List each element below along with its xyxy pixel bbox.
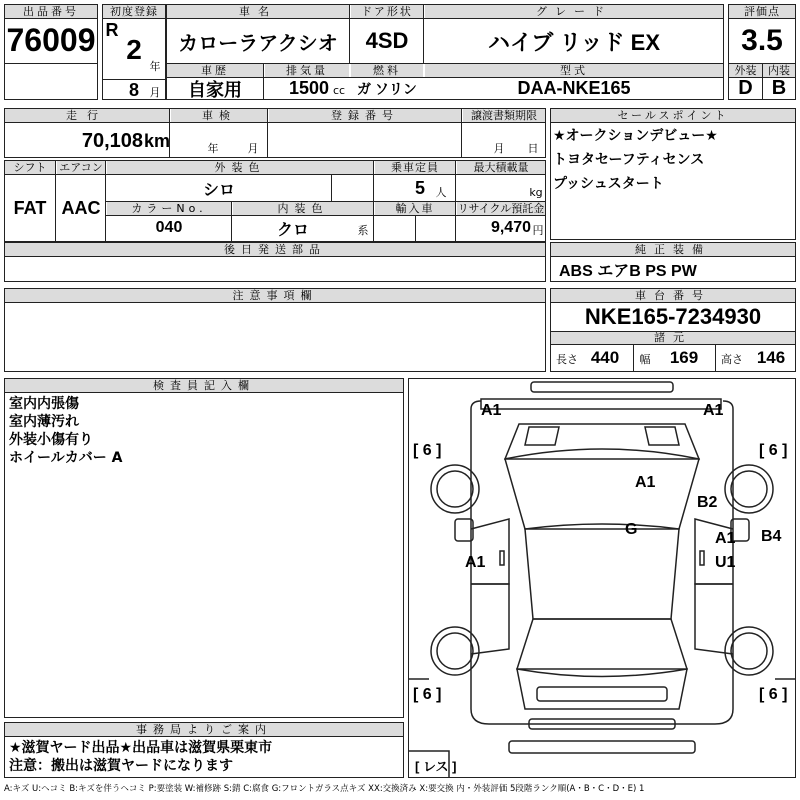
score-label: 評価点 [729,5,795,18]
inspector-note: ホイールカバー A [9,450,123,466]
notes-box [4,288,546,372]
later-parts-label: 後日発送部品 [5,243,545,256]
sales-point: トヨタセーフティセンス [553,152,705,168]
sales-point: プッシュスタート [553,176,664,192]
capacity: 5 [414,177,425,198]
transfer-month: 月 [493,142,505,155]
fuel: ガ ソリン [357,80,417,97]
specs-label: 諸元 [551,331,795,344]
ext-color-label: 外装色 [107,161,373,174]
lot-box [4,4,98,100]
exterior-grade: D [738,77,753,99]
import-label: 輸入車 [375,202,455,215]
color-no-label: カラーNo. [107,202,231,215]
model: DAA-NKE165 [517,78,631,98]
office-notes [9,739,401,775]
car-outline-svg [409,379,795,777]
grade: ハイブ リッド EX [487,29,661,55]
interior-grade: B [771,77,787,99]
height: 146 [756,348,786,367]
mark-a1-hood: A1 [635,474,656,491]
mark-b2: B2 [697,494,718,511]
equipment: ABS エアB PS PW [559,262,697,280]
mileage-unit: km [144,130,171,151]
int-color-unit: 系 [357,224,369,237]
height-label: 高さ [721,353,743,366]
era: R [105,19,119,40]
spare-tire: [ レス ] [415,759,457,774]
exterior-label: 外装 [729,64,762,77]
office-label: 事務局よりご案内 [5,723,403,736]
recycle-unit: 円 [532,224,544,237]
year-num: 2 [126,34,142,65]
int-color-label: 内装色 [233,202,373,215]
chassis-label: 車台番号 [551,289,795,302]
max-load-unit: kg [529,185,543,199]
inspector-notes [9,395,399,467]
interior-label: 内装 [763,64,795,77]
inspector-box [4,378,404,718]
capacity-label: 乗車定員 [375,161,455,174]
tire-front-left: [ 6 ] [413,442,442,459]
history-label: 車歴 [167,64,263,77]
chassis-number: NKE165-7234930 [584,304,762,329]
score-box [728,4,796,100]
office-note: 注意：搬出は滋賀ヤードになります [9,758,233,774]
max-load-label: 最大積載量 [457,161,545,174]
ac-label: エアコン [57,161,105,174]
tire-rear-right: [ 6 ] [759,686,788,703]
car-info-box [166,4,724,100]
mark-u1: U1 [715,554,736,571]
first-reg-label: 初度登録 [103,5,165,18]
mark-a1-top-left: A1 [481,402,502,419]
displacement-label: 排気量 [265,64,349,77]
lot-label: 出品番号 [5,5,97,18]
length: 440 [590,348,620,367]
mark-a1-top-right: A1 [703,402,724,419]
ext-color: シロ [202,181,235,199]
capacity-unit: 人 [435,186,447,199]
width: 169 [669,348,699,367]
equipment-box [550,242,796,282]
int-color: クロ [276,221,309,239]
mark-a1-left: A1 [465,554,486,571]
inspector-note: 室内内張傷 [9,396,79,412]
history: 自家用 [188,79,242,100]
ac: AAC [61,197,101,218]
tire-rear-left: [ 6 ] [413,686,442,703]
office-note: ★滋賀ヤード出品★出品車は滋賀県栗東市 [9,740,273,756]
mileage: 70,108 [81,129,143,152]
equipment-label: 純正装備 [551,243,795,256]
car-name: カローラアクシオ [178,32,338,55]
first-reg-box [102,4,166,100]
length-label: 長さ [556,353,578,366]
inspector-note: 室内薄汚れ [9,414,79,430]
inspector-note: 外装小傷有り [9,432,93,448]
mark-a1-right: A1 [715,530,736,547]
reg-no-label: 登録番号 [269,109,461,122]
month-num: 8 [128,79,139,100]
mark-b4: B4 [761,528,782,545]
color-no: 040 [155,219,183,236]
mileage-label: 走行 [5,109,169,122]
score: 3.5 [741,24,783,57]
shift-label: シフト [5,161,55,174]
sales-point: ★オークションデビュー★ [553,128,718,144]
width-label: 幅 [639,353,651,366]
door-label: ドア形状 [351,5,423,18]
office-box [4,722,404,778]
sales-points-label: セールスポイント [551,109,795,122]
fuel-label: 燃料 [351,64,423,77]
transfer-label: 譲渡書類期限 [463,109,545,122]
displacement: 1500 [288,78,329,98]
grade-label: グレード [425,5,723,18]
chassis-box [550,288,796,372]
sales-points-box [550,108,796,240]
later-parts-box [4,242,546,282]
inspection-label: 車検 [171,109,267,122]
damage-diagram [408,378,796,778]
mileage-row [4,108,546,158]
mark-g: G [625,521,638,538]
car-name-label: 車名 [167,5,349,18]
notes-label: 注意事項欄 [5,289,545,302]
sales-points-list [553,127,793,199]
tire-front-right: [ 6 ] [759,442,788,459]
spec-row [4,160,546,242]
shift: FAT [13,197,47,218]
inspection-month: 月 [247,142,259,155]
year-unit: 年 [149,60,161,73]
legend: A:キズ U:ヘコミ B:キズを伴うヘコミ P:要塗装 W:補修跡 S:錆 C:腐食 G:フロントガラス点キズ XX:交換済み X:要交換 内・外装評価 5段階ランク順(A・B・C・D・E) 1 [4,784,645,794]
door-type: 4SD [365,28,409,53]
recycle-label: リサイクル預託金 [457,202,545,215]
model-label: 型式 [425,64,723,77]
displacement-unit: cc [332,83,346,97]
month-unit: 月 [149,86,161,99]
inspection-year: 年 [207,142,219,155]
lot-number: 76009 [6,21,96,58]
recycle: 9,470 [490,219,531,236]
transfer-day: 日 [527,142,539,155]
inspector-label: 検査員記入欄 [5,379,403,392]
